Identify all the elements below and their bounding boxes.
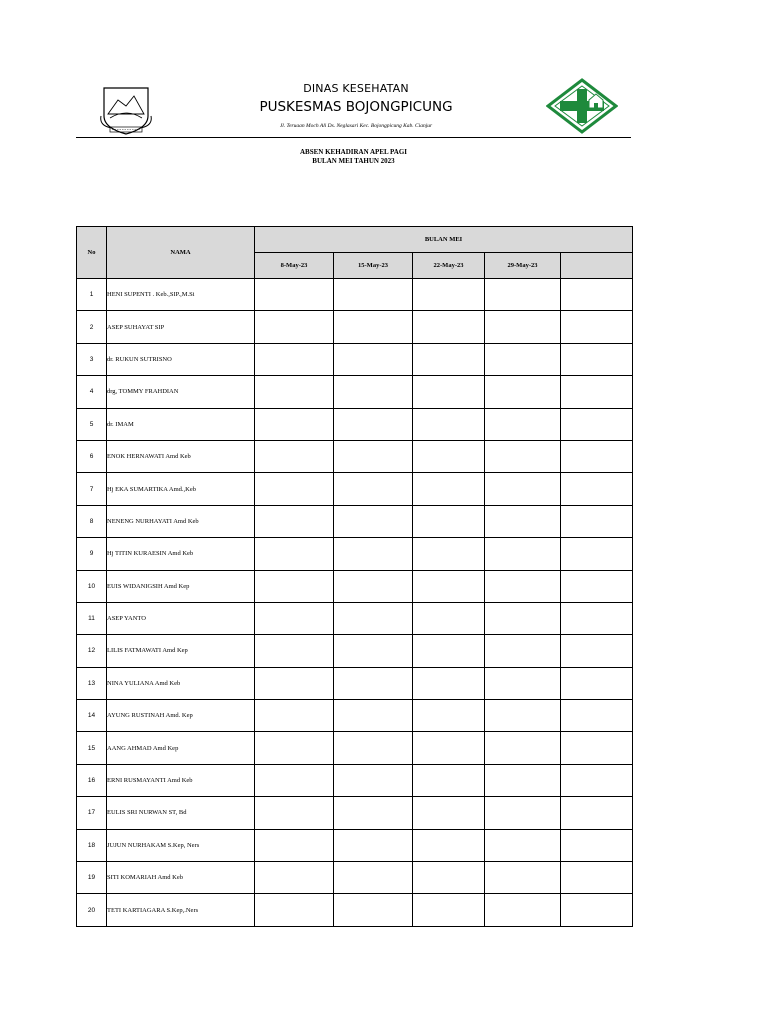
row-number: 8: [77, 505, 107, 537]
row-number: 7: [77, 473, 107, 505]
staff-name: LILIS FATMAWATI Amd Kep: [107, 635, 255, 667]
attendance-cell: [413, 732, 485, 764]
attendance-cell: [334, 700, 413, 732]
attendance-cell: [413, 635, 485, 667]
table-row: [77, 894, 633, 926]
row-number: 11: [77, 602, 107, 634]
attendance-cell: [334, 505, 413, 537]
attendance-cell: [485, 440, 561, 472]
row-number: 20: [77, 894, 107, 926]
attendance-cell: [255, 667, 334, 699]
table-row: [77, 538, 633, 570]
header-date: 22-May-23: [413, 253, 485, 279]
attendance-cell: [561, 732, 633, 764]
attendance-cell: [413, 862, 485, 894]
staff-name: dr. RUKUN SUTRISNO: [107, 343, 255, 375]
row-number: 14: [77, 700, 107, 732]
attendance-cell: [561, 894, 633, 926]
attendance-cell: [561, 343, 633, 375]
attendance-cell: [561, 376, 633, 408]
staff-name: ERNI RUSMAYANTI Amd Keb: [107, 764, 255, 796]
table-row: [77, 829, 633, 861]
row-number: 13: [77, 667, 107, 699]
attendance-cell: [334, 538, 413, 570]
attendance-cell: [485, 667, 561, 699]
letterhead: [76, 70, 631, 138]
puskesmas-logo-icon: [546, 78, 618, 134]
attendance-cell: [485, 505, 561, 537]
attendance-cell: [255, 473, 334, 505]
table-row: [77, 279, 633, 311]
attendance-cell: [334, 473, 413, 505]
attendance-cell: [561, 570, 633, 602]
staff-name: HENI SUPENTI . Keb.,SIP.,M.Si: [107, 279, 255, 311]
staff-name: NENENG NURHAYATI Amd Keb: [107, 505, 255, 537]
row-number: 5: [77, 408, 107, 440]
table-row: [77, 343, 633, 375]
attendance-cell: [334, 408, 413, 440]
attendance-cell: [334, 829, 413, 861]
attendance-cell: [334, 862, 413, 894]
attendance-cell: [413, 440, 485, 472]
attendance-cell: [255, 505, 334, 537]
staff-name: ASEP SUHAYAT SIP: [107, 311, 255, 343]
attendance-cell: [334, 635, 413, 667]
table-row: [77, 570, 633, 602]
staff-name: drg, TOMMY FRAHDIAN: [107, 376, 255, 408]
attendance-cell: [334, 570, 413, 602]
attendance-cell: [255, 602, 334, 634]
attendance-cell: [413, 408, 485, 440]
table-row: [77, 440, 633, 472]
attendance-cell: [413, 829, 485, 861]
attendance-cell: [485, 408, 561, 440]
attendance-cell: [561, 862, 633, 894]
attendance-cell: [255, 732, 334, 764]
attendance-cell: [334, 343, 413, 375]
attendance-cell: [334, 732, 413, 764]
attendance-cell: [561, 797, 633, 829]
table-row: [77, 505, 633, 537]
title-line-1: ABSEN KEHADIRAN APEL PAGI: [299, 148, 408, 156]
row-number: 19: [77, 862, 107, 894]
attendance-cell: [255, 408, 334, 440]
staff-name: AANG AHMAD Amd Kep: [107, 732, 255, 764]
attendance-cell: [255, 700, 334, 732]
table-row: [77, 667, 633, 699]
attendance-cell: [413, 376, 485, 408]
letterhead-text: [196, 82, 516, 129]
header-date: 15-May-23: [334, 253, 413, 279]
attendance-cell: [561, 311, 633, 343]
attendance-cell: [485, 538, 561, 570]
row-number: 3: [77, 343, 107, 375]
attendance-cell: [561, 829, 633, 861]
office-name: DINAS KESEHATAN: [303, 82, 409, 95]
attendance-cell: [255, 764, 334, 796]
attendance-cell: [485, 635, 561, 667]
staff-name: JUJUN NURHAKAM S.Kep, Ners: [107, 829, 255, 861]
document-title: [76, 148, 631, 166]
table-row: [77, 797, 633, 829]
row-number: 15: [77, 732, 107, 764]
attendance-cell: [255, 311, 334, 343]
attendance-cell: [255, 797, 334, 829]
attendance-cell: [413, 311, 485, 343]
attendance-cell: [255, 343, 334, 375]
header-date: 8-May-23: [255, 253, 334, 279]
staff-name: Hj TITIN KURAESIN Amd Keb: [107, 538, 255, 570]
attendance-cell: [413, 764, 485, 796]
attendance-cell: [561, 440, 633, 472]
attendance-cell: [485, 829, 561, 861]
attendance-cell: [255, 570, 334, 602]
attendance-cell: [561, 667, 633, 699]
attendance-cell: [255, 894, 334, 926]
attendance-cell: [334, 440, 413, 472]
attendance-cell: [561, 279, 633, 311]
attendance-cell: [561, 635, 633, 667]
institution-name: PUSKESMAS BOJONGPICUNG: [259, 99, 453, 115]
table-row: [77, 408, 633, 440]
row-number: 9: [77, 538, 107, 570]
table-row: [77, 764, 633, 796]
header-date: 29-May-23: [485, 253, 561, 279]
row-number: 10: [77, 570, 107, 602]
table-row: [77, 862, 633, 894]
staff-name: NINA YULIANA Amd Keb: [107, 667, 255, 699]
staff-name: dr. IMAM: [107, 408, 255, 440]
attendance-cell: [413, 570, 485, 602]
row-number: 2: [77, 311, 107, 343]
attendance-cell: [413, 279, 485, 311]
header-month: BULAN MEI: [255, 227, 633, 253]
table-row: [77, 635, 633, 667]
attendance-cell: [334, 311, 413, 343]
header-no: No: [77, 227, 107, 279]
table-row: [77, 700, 633, 732]
table-row: [77, 473, 633, 505]
attendance-cell: [334, 376, 413, 408]
table-row: [77, 311, 633, 343]
attendance-cell: [413, 667, 485, 699]
attendance-cell: [485, 764, 561, 796]
attendance-cell: [561, 602, 633, 634]
attendance-cell: [561, 700, 633, 732]
attendance-cell: [485, 376, 561, 408]
attendance-cell: [413, 473, 485, 505]
row-number: 16: [77, 764, 107, 796]
table-row: [77, 376, 633, 408]
attendance-cell: [413, 894, 485, 926]
attendance-cell: [561, 538, 633, 570]
attendance-cell: [255, 440, 334, 472]
attendance-cell: [413, 700, 485, 732]
row-number: 1: [77, 279, 107, 311]
attendance-cell: [485, 602, 561, 634]
attendance-cell: [334, 279, 413, 311]
staff-name: ENOK HERNAWATI Amd Keb: [107, 440, 255, 472]
staff-name: Hj EKA SUMARTIKA Amd.,Keb: [107, 473, 255, 505]
letterhead-divider: [76, 137, 631, 138]
header-name: NAMA: [107, 227, 255, 279]
row-number: 4: [77, 376, 107, 408]
attendance-cell: [255, 829, 334, 861]
header-date: [561, 253, 633, 279]
attendance-cell: [255, 279, 334, 311]
attendance-cell: [334, 602, 413, 634]
title-line-2: BULAN MEI TAHUN 2023: [312, 157, 395, 165]
attendance-cell: [561, 505, 633, 537]
regency-emblem-icon: [96, 78, 156, 136]
attendance-table: [76, 226, 633, 927]
attendance-cell: [485, 894, 561, 926]
attendance-cell: [561, 408, 633, 440]
attendance-cell: [255, 862, 334, 894]
staff-name: TETI KARTIAGARA S.Kep,.Ners: [107, 894, 255, 926]
row-number: 17: [77, 797, 107, 829]
row-number: 12: [77, 635, 107, 667]
staff-name: AYUNG RUSTINAH Amd. Kep: [107, 700, 255, 732]
attendance-cell: [413, 343, 485, 375]
attendance-cell: [334, 797, 413, 829]
attendance-cell: [485, 343, 561, 375]
attendance-cell: [255, 635, 334, 667]
table-row: [77, 732, 633, 764]
attendance-cell: [485, 862, 561, 894]
attendance-cell: [561, 764, 633, 796]
attendance-cell: [485, 311, 561, 343]
attendance-cell: [485, 732, 561, 764]
attendance-cell: [485, 279, 561, 311]
attendance-cell: [413, 602, 485, 634]
attendance-cell: [485, 700, 561, 732]
row-number: 6: [77, 440, 107, 472]
attendance-cell: [413, 505, 485, 537]
attendance-cell: [485, 473, 561, 505]
attendance-cell: [485, 797, 561, 829]
attendance-cell: [255, 538, 334, 570]
attendance-cell: [334, 764, 413, 796]
institution-address: Jl. Teruaan Moch Ali Ds. Neglasari Kec. Bojongpicung Kab. Cianjur: [279, 123, 433, 129]
attendance-cell: [334, 894, 413, 926]
row-number: 18: [77, 829, 107, 861]
staff-name: ASEP YANTO: [107, 602, 255, 634]
table-row: [77, 602, 633, 634]
attendance-cell: [485, 570, 561, 602]
attendance-cell: [334, 667, 413, 699]
attendance-cell: [255, 376, 334, 408]
attendance-cell: [413, 538, 485, 570]
staff-name: SITI KOMARIAH Amd Keb: [107, 862, 255, 894]
attendance-cell: [413, 797, 485, 829]
staff-name: EULIS SRI NURWAN ST, Bd: [107, 797, 255, 829]
attendance-cell: [561, 473, 633, 505]
staff-name: EUIS WIDANIGSIH Amd Kep: [107, 570, 255, 602]
